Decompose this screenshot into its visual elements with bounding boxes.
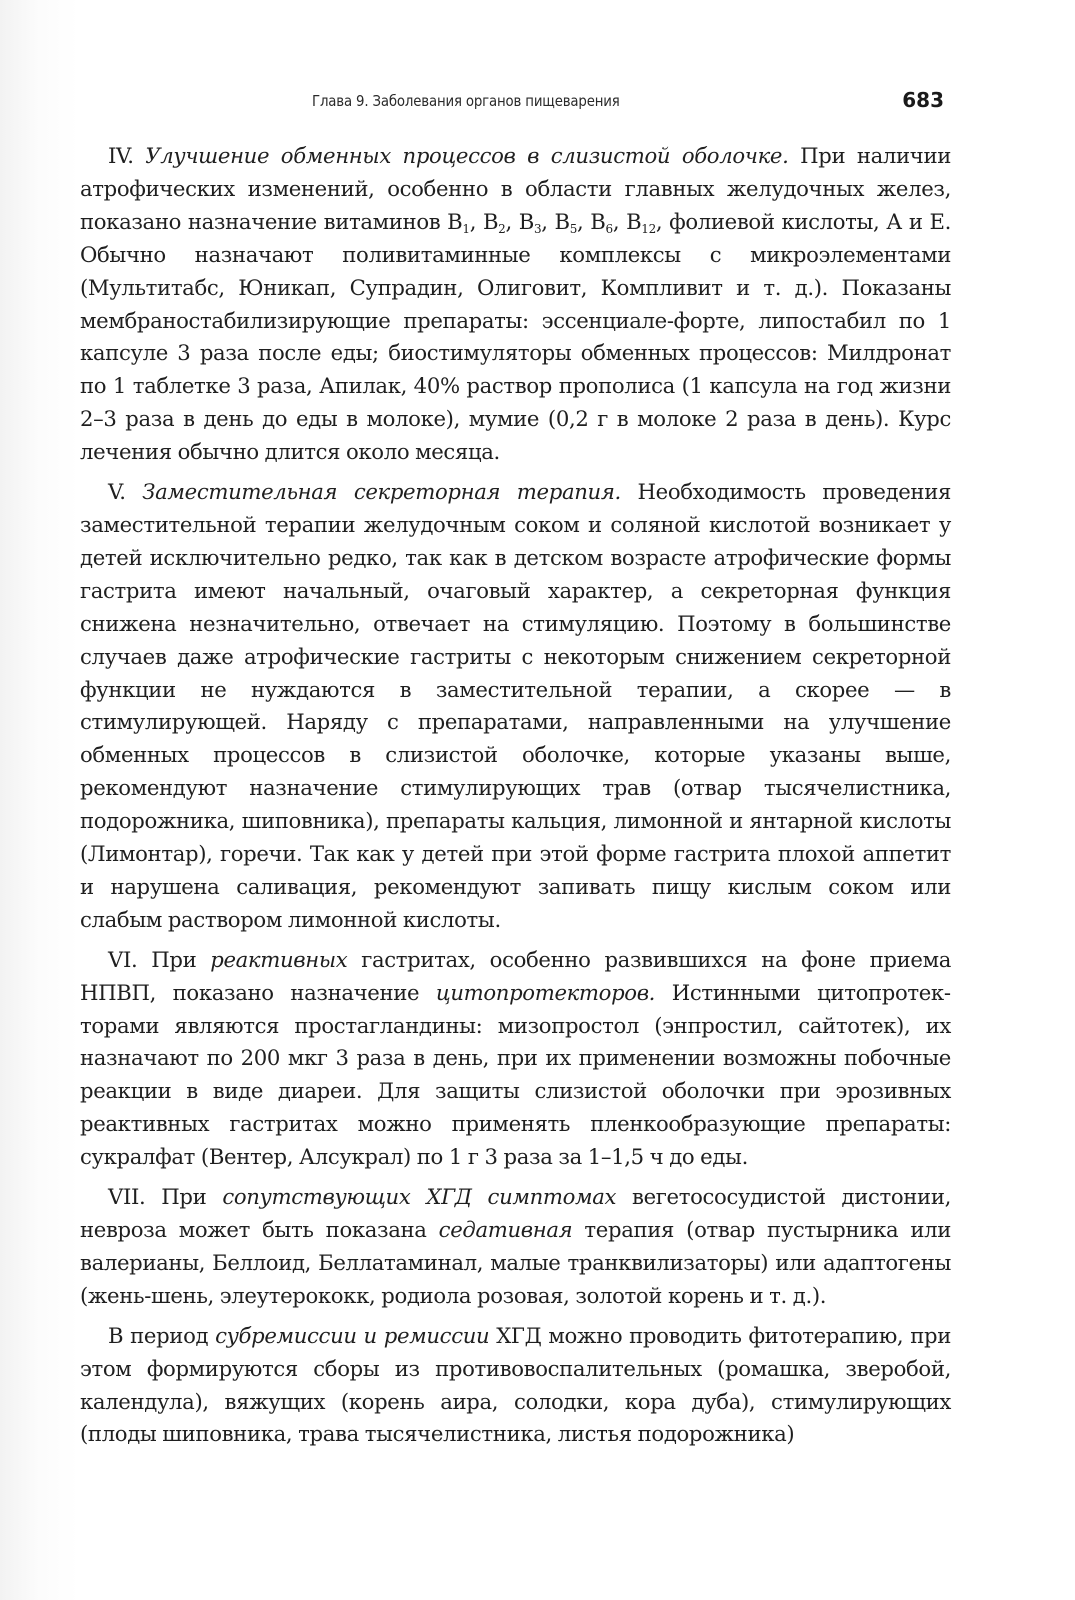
- italic-term: седативная: [438, 1217, 573, 1242]
- paragraph-lead: VII. При: [108, 1184, 223, 1210]
- paragraph-text: терапия (отвар пустырника или валерианы, Беллоид, Беллатаминал, малые транквилизаторы) или адаптогены (жень-шень, элеутерококк, родиола розовая, золотой корень и т. д.).: [80, 1217, 951, 1308]
- paragraph-text: , фолиевой кислоты, А и Е. Обычно назначают поливитаминные комплексы с микроэлементами (Мультитабс, Юникап, Супрадин, Олиговит, Компливит и т. д.). Показаны мембраностабилизирующие препараты: эссенциале-форте, липостабил по 1 капсуле 3 раза после еды; биостимуляторы обменных процессов: Милдронат по 1 таблетке 3 раза, Апилак, 40% раствор прополиса (1 капсула на год жизни 2–3 раза в день до еды в молоке), мумие (0,2 г в молоке 2 раза в день). Курс лечения обычно длится около месяца.: [80, 208, 951, 465]
- vitamin-subscript: 12: [641, 221, 656, 236]
- italic-term: цитопротекторов.: [435, 979, 656, 1005]
- paragraph-lead: VI. При: [108, 946, 211, 972]
- paragraph-text: вегетососудистой дистонии, невроза может быть показана: [80, 1184, 951, 1242]
- paragraph-v: [80, 476, 951, 937]
- paragraph-text: При наличии атрофических изменений, особенно в области главных желудочных желез, показано назначение витаминов B: [80, 143, 951, 234]
- vitamin-subscript: 3: [533, 221, 542, 236]
- paragraph-vii: [80, 1181, 951, 1313]
- paragraph-lead: В период: [108, 1322, 216, 1348]
- vitamin-subscript: 1: [462, 221, 470, 236]
- paragraph-text: ХГД можно проводить фитотерапию, при этом формируются сборы из противовоспалительных (ромашка, зверобой, календула), вяжущих (корень аира, солодки, кора дуба), стимулирующих (плоды шиповника, трава тысячелистника, листья подорожника): [80, 1322, 951, 1447]
- vitamin-subscript: 5: [569, 221, 578, 236]
- vitamin-subscript: 6: [605, 221, 613, 236]
- italic-term: реактивных: [210, 946, 348, 972]
- paragraph-vi: [80, 944, 951, 1174]
- paragraph-iv: IV. Улучшение обменных процессов в слизистой оболочке. При наличии атрофических изменений, особенно в области главных желудочных желез, показано назначение витаминов $B_1$, $B_2$, $B_3$, $B_5$, $B_6$, $B_{12}$, фолиевой кислоты, А и Е. Обычно назначают поливитаминные комплексы с микроэлементами (Мультитабс, Юникап, Супрадин, Олиговит, Компливит и т. д.). Показаны мембраностабилизирующие препараты: эссенциале-форте, липостабил по 1 капсуле 3 раза после еды; биостимуляторы обменных процессов: Милдронат по 1 таблетке 3 раза, Апилак, 40% раствор прополиса (1 капсула на год жизни 2–3 раза в день до еды в молоке), мумие (0,2 г в молоке 2 раза в день). Курс лечения обычно длится около месяца.: [80, 143, 951, 465]
- paragraph-text: Истинными цитопротекторами являются простагландины: мизопростол (энпростил, сайтотек), их назначают по 200 мкг 3 раза в день, при их применении возможны побочные реакции в виде диареи. Для защиты слизистой оболочки при эрозивных реактивных гастритах можно применять пленкообразующие препараты: сукралфат (Вентер, Алсукрал) по 1 г 3 раза за 1–1,5 ч до еды.: [80, 979, 951, 1170]
- section-heading-italic: Заместительная секреторная терапия.: [142, 479, 621, 505]
- italic-term: субремиссии и ремиссии: [215, 1322, 490, 1348]
- vitamin-subscript: 2: [498, 221, 506, 236]
- paragraph-text: гастритах, особенно развившихся на фоне приема НПВП, показано назначение: [80, 946, 951, 1005]
- paragraph-text: Необходимость проведения заместительной терапии желудочным соком и соляной кислотой возникает у детей исключительно редко, так как в детском возрасте атрофические формы гастрита имеют начальный, очаговый характер, а секреторная функция снижена незначительно, отвечает на стимуляцию. Поэтому в большинстве случаев даже атрофические гастриты с некоторым снижением секреторной функции не нуждаются в заместительной терапии, а скорее — в стимулирующей. Наряду с препаратами, направленными на улучшение обменных процессов в слизистой оболочке, которые указаны выше, рекомендуют назначение стимулирующих трав (отвар тысячелистника, подорожника, шиповника), препараты кальция, лимонной и янтарной кислоты (Лимонтар), горечи. Так как у детей при этой форме гастрита плохой аппетит и нарушена саливация, рекомендуют запивать пищу кислым соком или слабым раствором лимонной кислоты.: [80, 479, 951, 932]
- paragraph-remission: [80, 1320, 951, 1452]
- page-number: 683: [902, 88, 944, 112]
- body-text: [80, 140, 951, 1451]
- running-head: [312, 88, 952, 118]
- paragraph-lead: IV.: [108, 143, 146, 168]
- paragraph-lead: V.: [108, 479, 143, 505]
- section-heading-italic: Улучшение обменных процессов в слизистой оболочке.: [145, 143, 789, 168]
- italic-term: сопутствующих ХГД симптомах: [222, 1184, 617, 1210]
- chapter-title: Глава 9. Заболевания органов пищеварения: [312, 92, 620, 110]
